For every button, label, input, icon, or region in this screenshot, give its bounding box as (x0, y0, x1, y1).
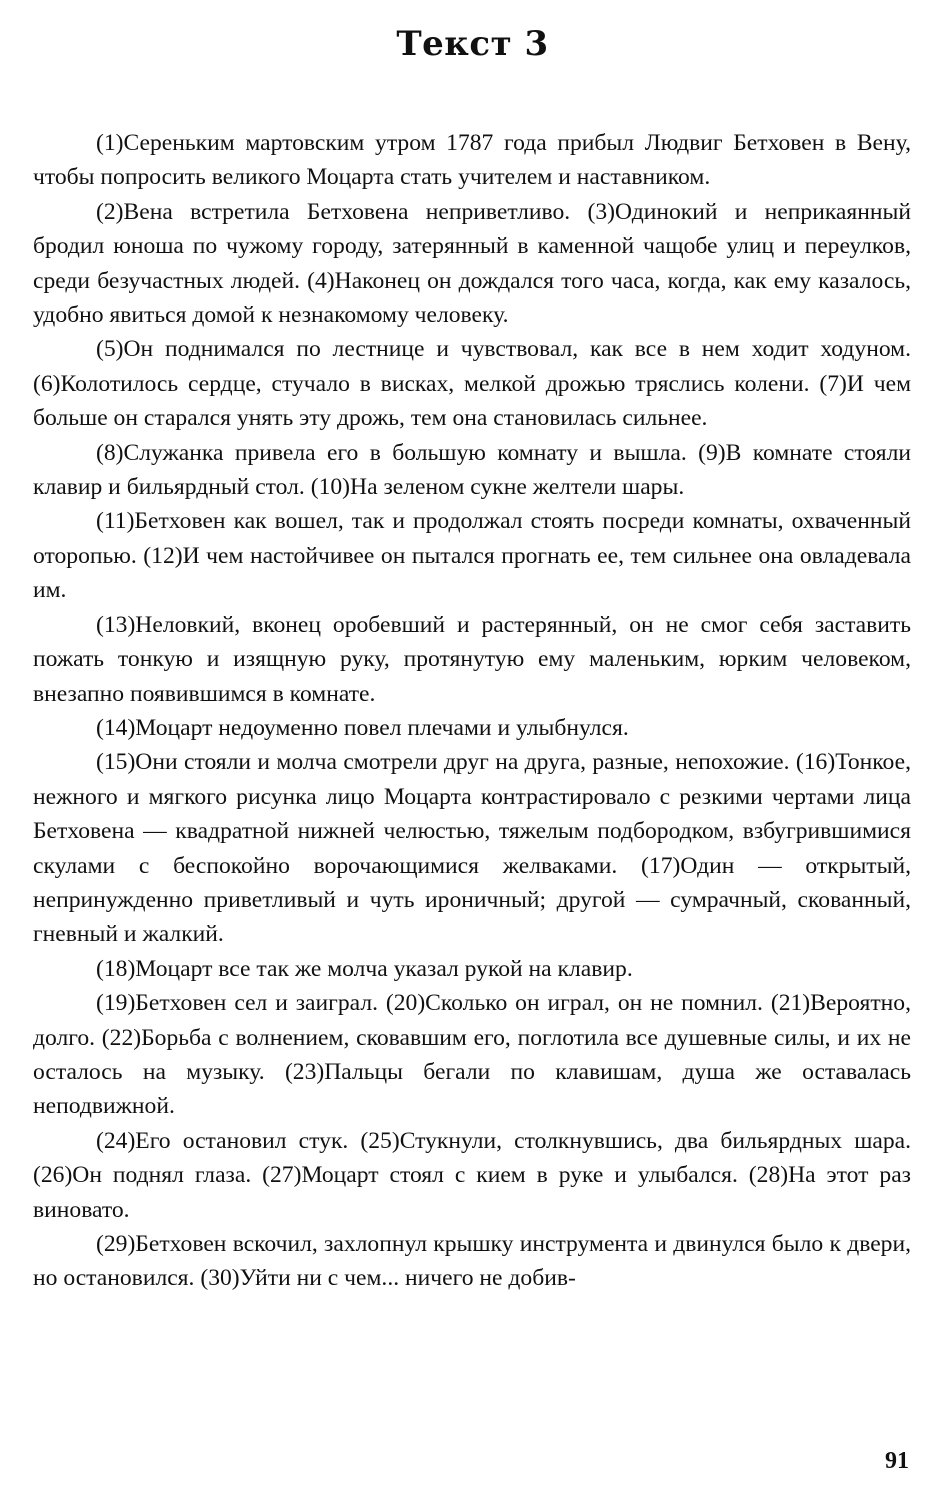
paragraph: (24)Его остановил стук. (25)Стукнули, столкнувшись, два бильярдных шара. (26)Он поднял глаза. (27)Моцарт стоял с кием в руке и улыбался. (28)На этот раз виновато. (33, 1127, 911, 1223)
paragraph: (15)Они стояли и молча смотрели друг на друга, разные, непохожие. (16)Тонкое, нежного и мягкого рисунка лицо Моцарта контрастировало с резкими чертами лица Бетховена — квадратной нижней челюстью, тяжелым подбородком, взбугрившимися скулами с беспокойно ворочающимися желваками. (17)Один — открытый, непринужденно приветливый и чуть ироничный; другой — сумрачный, скованный, гневный и жалкий. (33, 749, 911, 948)
paragraph: (13)Неловкий, вконец оробевший и растерянный, он не смог себя заставить пожать тонкую и изящную руку, протянутую ему маленьким, юрким человеком, внезапно появившимся в комнате. (33, 611, 911, 707)
text-title: Текст 3 (396, 24, 549, 64)
paragraph: (19)Бетховен сел и заиграл. (20)Сколько он играл, он не помнил. (21)Вероятно, долго. (22)Борьба с волнением, сковавшим его, поглотила все душевные силы, и их не осталось на музыку. (23)Пальцы бегали по клавишам, душа же оставалась неподвижной. (33, 990, 911, 1120)
text-body (33, 126, 911, 1296)
paragraph: (11)Бетховен как вошел, так и продолжал стоять посреди комнаты, охваченный оторопью. (12)И чем настойчивее он пытался прогнать ее, тем сильнее она овладевала им. (33, 508, 911, 604)
paragraph: (5)Он поднимался по лестнице и чувствовал, как все в нем ходит ходуном. (6)Колотилось сердце, стучало в висках, мелкой дрожью тряслись колени. (7)И чем больше он старался унять эту дрожь, тем она становилась сильнее. (33, 336, 911, 432)
page-number: 91 (885, 1448, 909, 1474)
paragraph: (29)Бетховен вскочил, захлопнул крышку инструмента и двинулся было к двери, но остановился. (30)Уйти ни с чем... ничего не добив- (33, 1231, 911, 1292)
paragraph: (2)Вена встретила Бетховена неприветливо. (3)Одинокий и неприкаянный бродил юноша по чужому городу, затерянный в каменной чащобе улиц и переулков, среди безучастных людей. (4)Наконец он дождался того часа, когда, как ему казалось, удобно явиться домой к незнакомому человеку. (33, 198, 911, 329)
paragraph: (1)Сереньким мартовским утром 1787 года прибыл Людвиг Бетховен в Вену, чтобы попросить великого Моцарта стать учителем и наставником. (33, 130, 911, 191)
paragraph: (8)Служанка привела его в большую комнату и вышла. (9)В комнате стояли клавир и бильярдный стол. (10)На зеленом сукне желтели шары. (33, 439, 911, 501)
paragraph: (14)Моцарт недоуменно повел плечами и улыбнулся. (96, 714, 629, 741)
paragraph: (18)Моцарт все так же молча указал рукой на клавир. (96, 955, 633, 982)
